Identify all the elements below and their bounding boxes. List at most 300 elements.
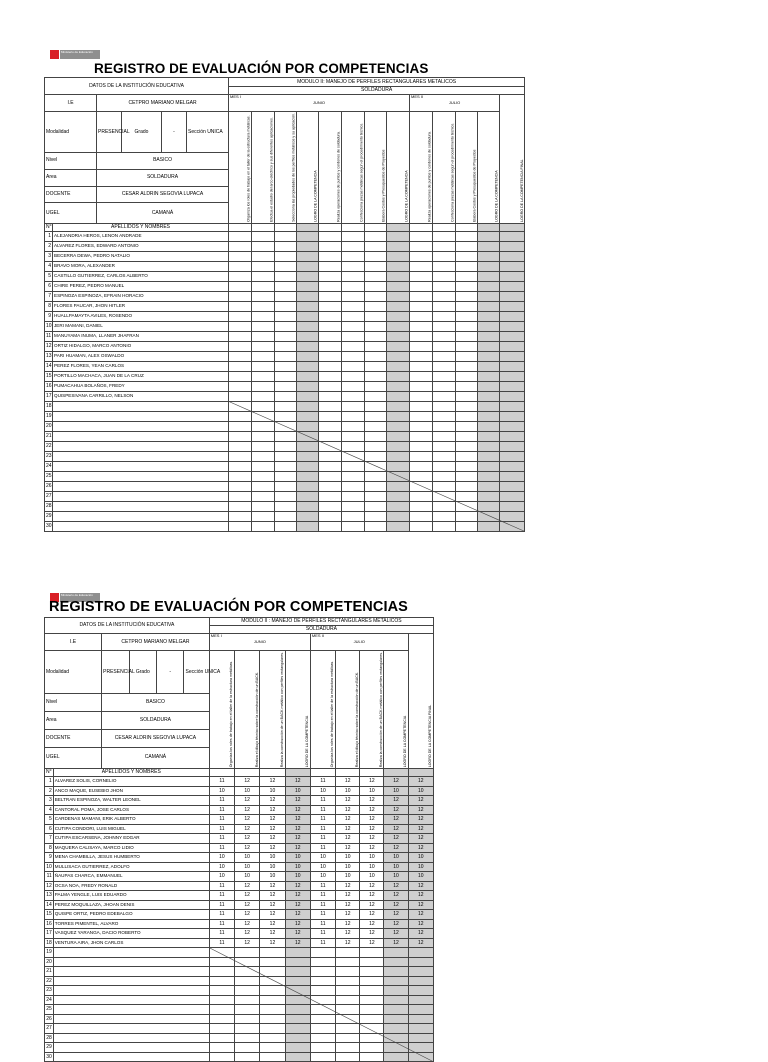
grade-cell xyxy=(387,411,410,421)
grade-cell xyxy=(229,411,252,421)
table-row xyxy=(45,929,434,939)
grade-cell: 12 xyxy=(285,834,310,844)
grade-cell xyxy=(410,351,433,361)
grade-cell xyxy=(456,361,478,371)
module-title: MODULO II: MANEJO DE PERFILES RECTANGULARES METALICOS xyxy=(229,78,525,87)
grade-cell: 12 xyxy=(336,910,360,920)
grade-cell xyxy=(433,271,456,281)
logro-final-header-2: LOGRO DE LA COMPETENCIA FINAL xyxy=(408,634,433,769)
grade-cell xyxy=(342,491,365,501)
grade-cell xyxy=(365,441,387,451)
grade-cell xyxy=(384,986,408,996)
table-row xyxy=(45,291,525,301)
student-name: QUISPESIVANA CARRILLO, NELSON xyxy=(53,391,229,401)
grade-cell: 11 xyxy=(209,843,234,853)
student-name: PARI HUAMAN, ALEX OSWALDO xyxy=(53,351,229,361)
grade-cell xyxy=(319,321,342,331)
grade-cell xyxy=(229,401,252,411)
grade-cell xyxy=(408,995,433,1005)
grade-cell xyxy=(260,1033,285,1043)
grade-cell xyxy=(275,241,297,251)
grade-cell xyxy=(310,986,335,996)
grade-cell: 11 xyxy=(310,919,335,929)
grade-cell xyxy=(310,1043,335,1053)
row-number: 6 xyxy=(45,281,53,291)
grade-cell xyxy=(456,441,478,451)
page-title: REGISTRO DE EVALUACIÓN POR COMPETENCIAS xyxy=(94,61,429,76)
student-name xyxy=(53,481,229,491)
grade-cell xyxy=(478,461,500,471)
grade-cell xyxy=(365,231,387,241)
grade-cell xyxy=(410,491,433,501)
grade-cell xyxy=(387,291,410,301)
grade-cell: 12 xyxy=(408,891,433,901)
row-number: 16 xyxy=(45,919,54,929)
grade-cell: 12 xyxy=(260,900,285,910)
grade-cell xyxy=(456,511,478,521)
student-name: PEREZ MOQUILLAZA, JHOAN DENIS xyxy=(53,900,209,910)
grado-value: - xyxy=(162,112,187,153)
grade-cell xyxy=(365,311,387,321)
grade-cell xyxy=(433,281,456,291)
grade-cell xyxy=(456,301,478,311)
grade-cell xyxy=(478,431,500,441)
grade-cell xyxy=(229,341,252,351)
grade-cell xyxy=(260,986,285,996)
grade-cell xyxy=(387,311,410,321)
grade-cell xyxy=(319,401,342,411)
table-row xyxy=(45,910,434,920)
grade-cell xyxy=(275,231,297,241)
grade-cell xyxy=(229,261,252,271)
modalidad-label: Modalidad xyxy=(45,112,97,153)
student-name: FLORES PAUCAR, JHON HITLER xyxy=(53,301,229,311)
grade-cell xyxy=(384,1024,408,1034)
grade-cell xyxy=(410,381,433,391)
criterion-2-m2-2: Realiza el dibujo técnico sobre la construcción de un BACK. xyxy=(336,651,360,769)
specialty-title: SOLDADURA xyxy=(229,87,525,95)
table-row xyxy=(45,881,434,891)
table-row xyxy=(45,421,525,431)
table-row xyxy=(45,805,434,815)
grade-cell xyxy=(456,261,478,271)
grade-cell xyxy=(209,957,234,967)
table-row xyxy=(45,900,434,910)
student-name: HUALLPAMAYTA AVILES, ROSENDO xyxy=(53,311,229,321)
grade-cell xyxy=(500,261,525,271)
row-number: 7 xyxy=(45,291,53,301)
row-number: 17 xyxy=(45,929,54,939)
grade-cell: 12 xyxy=(384,805,408,815)
grade-cell: 11 xyxy=(209,929,234,939)
grade-cell xyxy=(342,501,365,511)
grade-cell xyxy=(410,451,433,461)
seccion-label-2: Sección xyxy=(185,668,204,675)
row-number: 2 xyxy=(45,786,54,796)
table-row xyxy=(45,521,525,531)
grade-cell xyxy=(319,311,342,321)
grade-cell: 10 xyxy=(310,862,335,872)
grade-cell: 11 xyxy=(310,910,335,920)
grade-cell: 12 xyxy=(408,796,433,806)
grade-cell xyxy=(275,381,297,391)
row-number: 28 xyxy=(45,1033,54,1043)
grade-cell xyxy=(365,301,387,311)
grade-cell xyxy=(500,441,525,451)
student-name xyxy=(53,948,209,958)
grade-cell xyxy=(360,1043,384,1053)
grade-cell xyxy=(387,481,410,491)
row-number: 18 xyxy=(45,938,54,948)
grade-cell xyxy=(342,481,365,491)
student-name: MANUYAMA INUMA, LLANER JHAFRAN xyxy=(53,331,229,341)
grade-cell: 12 xyxy=(260,929,285,939)
grado-label-2: Grado xyxy=(129,651,156,694)
grade-cell xyxy=(229,241,252,251)
student-name: ALEJANDRIA HEROS, LENON ANDRADE xyxy=(53,231,229,241)
grade-cell xyxy=(433,481,456,491)
grado-label: Grado xyxy=(122,112,162,153)
grade-cell xyxy=(209,1052,234,1062)
grade-cell xyxy=(433,361,456,371)
grade-cell xyxy=(410,321,433,331)
row-number: 12 xyxy=(45,341,53,351)
student-name xyxy=(53,491,229,501)
table-row xyxy=(45,261,525,271)
grade-cell xyxy=(229,491,252,501)
grade-cell xyxy=(209,1033,234,1043)
grade-cell xyxy=(384,967,408,977)
grade-cell: 12 xyxy=(336,815,360,825)
grade-cell xyxy=(360,957,384,967)
table-row xyxy=(45,341,525,351)
table-row xyxy=(45,311,525,321)
row-number: 23 xyxy=(45,986,54,996)
grade-cell xyxy=(500,471,525,481)
row-number: 25 xyxy=(45,471,53,481)
student-name: PORTILLO MACHACA, JUAN DE LA CRUZ xyxy=(53,371,229,381)
table-row xyxy=(45,351,525,361)
grade-cell xyxy=(500,401,525,411)
grade-cell xyxy=(500,311,525,321)
grade-cell xyxy=(229,351,252,361)
grade-cell: 12 xyxy=(408,910,433,920)
grade-cell xyxy=(336,1005,360,1015)
grade-cell: 11 xyxy=(310,843,335,853)
student-name: ALVAREZ FLORES, EDWARD ANTONIO xyxy=(53,241,229,251)
grade-cell: 12 xyxy=(384,796,408,806)
student-name xyxy=(53,957,209,967)
grade-cell xyxy=(342,351,365,361)
grade-cell xyxy=(252,461,275,471)
row-number: 27 xyxy=(45,491,53,501)
student-name xyxy=(53,421,229,431)
grade-cell: 11 xyxy=(310,881,335,891)
grade-cell: 12 xyxy=(360,834,384,844)
grade-cell xyxy=(297,341,319,351)
grade-cell xyxy=(229,371,252,381)
grade-cell: 10 xyxy=(260,862,285,872)
grade-cell xyxy=(360,1005,384,1015)
grade-cell xyxy=(456,271,478,281)
table-row xyxy=(45,1052,434,1062)
grade-cell xyxy=(387,241,410,251)
grade-cell xyxy=(235,957,260,967)
grade-cell xyxy=(336,1043,360,1053)
logro-competencia-m1a: LOGRO DE LA COMPETENCIA xyxy=(297,112,319,224)
table-row xyxy=(45,501,525,511)
grade-cell xyxy=(410,281,433,291)
grade-cell xyxy=(252,301,275,311)
grade-cell xyxy=(387,251,410,261)
ugel-label-2: UGEL xyxy=(45,747,102,769)
grade-cell xyxy=(285,948,310,958)
grade-cell: 12 xyxy=(360,843,384,853)
table-row xyxy=(45,361,525,371)
grade-cell xyxy=(297,471,319,481)
grade-cell: 12 xyxy=(235,824,260,834)
student-name xyxy=(53,995,209,1005)
grade-cell xyxy=(252,261,275,271)
grade-cell xyxy=(297,331,319,341)
grade-cell xyxy=(342,361,365,371)
row-number: 16 xyxy=(45,381,53,391)
grade-cell: 12 xyxy=(285,881,310,891)
table-row xyxy=(45,948,434,958)
ministry-logo-text: Ministerio de Educación xyxy=(60,50,100,59)
grade-cell: 12 xyxy=(360,796,384,806)
grade-cell xyxy=(365,461,387,471)
grade-cell xyxy=(319,471,342,481)
grade-cell xyxy=(297,241,319,251)
grade-cell xyxy=(342,411,365,421)
row-number: 23 xyxy=(45,451,53,461)
grade-cell xyxy=(456,481,478,491)
table-row xyxy=(45,976,434,986)
grade-cell xyxy=(360,1014,384,1024)
grade-cell: 12 xyxy=(336,796,360,806)
student-name xyxy=(53,431,229,441)
grade-cell xyxy=(285,1005,310,1015)
grade-cell xyxy=(229,271,252,281)
area-value: SOLDADURA xyxy=(97,169,229,186)
table-row xyxy=(45,919,434,929)
grade-cell xyxy=(209,1005,234,1015)
row-number: 8 xyxy=(45,843,54,853)
grade-cell xyxy=(410,401,433,411)
grade-cell: 10 xyxy=(285,786,310,796)
grade-cell xyxy=(336,1033,360,1043)
grade-cell: 12 xyxy=(408,824,433,834)
grade-cell xyxy=(478,481,500,491)
grade-cell: 10 xyxy=(360,786,384,796)
grade-cell: 11 xyxy=(209,777,234,787)
student-name xyxy=(53,401,229,411)
grade-cell xyxy=(478,361,500,371)
grade-cell xyxy=(209,948,234,958)
logro-competencia-2-m2: LOGRO DE LA COMPETENCIA xyxy=(384,651,408,769)
logro-final-header: LOGRO DE LA COMPETENCIA FINAL xyxy=(500,95,525,224)
grade-cell xyxy=(209,995,234,1005)
grade-cell xyxy=(365,411,387,421)
modalidad-value-2: PRESENCIAL xyxy=(102,651,129,694)
grade-cell xyxy=(229,361,252,371)
grade-cell xyxy=(456,331,478,341)
grade-cell xyxy=(360,995,384,1005)
grade-cell xyxy=(478,421,500,431)
grade-cell: 12 xyxy=(408,805,433,815)
grade-cell xyxy=(336,986,360,996)
grade-cell xyxy=(310,1024,335,1034)
table-row xyxy=(45,391,525,401)
grade-cell xyxy=(229,481,252,491)
grade-cell xyxy=(229,451,252,461)
student-name: CARDENAS MAMANI, ERIK ALBERTO xyxy=(53,815,209,825)
grade-cell xyxy=(456,291,478,301)
row-number: 30 xyxy=(45,521,53,531)
grade-cell xyxy=(342,471,365,481)
grade-cell xyxy=(297,421,319,431)
grade-cell: 10 xyxy=(260,872,285,882)
grade-cell: 12 xyxy=(336,891,360,901)
grade-cell: 11 xyxy=(310,796,335,806)
mes-2-label-2: MES II xyxy=(311,633,324,638)
grade-cell xyxy=(410,231,433,241)
ie-value: CETPRO MARIANO MELGAR xyxy=(97,95,229,112)
grade-cell xyxy=(500,451,525,461)
table-row xyxy=(45,815,434,825)
grade-cell xyxy=(387,511,410,521)
grade-cell xyxy=(252,361,275,371)
grade-cell: 12 xyxy=(336,824,360,834)
grade-cell xyxy=(342,341,365,351)
grade-cell xyxy=(209,1014,234,1024)
grade-cell xyxy=(235,976,260,986)
grade-cell xyxy=(336,967,360,977)
grade-cell xyxy=(252,401,275,411)
mes-2-label: MES II xyxy=(411,94,424,99)
seccion-cell xyxy=(187,112,229,153)
grade-cell xyxy=(500,481,525,491)
grade-cell: 12 xyxy=(408,919,433,929)
grade-cell xyxy=(365,511,387,521)
grade-cell xyxy=(433,401,456,411)
grade-cell xyxy=(500,411,525,421)
student-name: ÑAUPAS CHARCA, EMMANUEL xyxy=(53,872,209,882)
ugel-label: UGEL xyxy=(45,203,97,224)
grade-cell: 12 xyxy=(336,881,360,891)
grade-cell xyxy=(310,1005,335,1015)
row-number: 21 xyxy=(45,431,53,441)
grade-cell: 11 xyxy=(310,929,335,939)
grade-cell: 10 xyxy=(336,872,360,882)
student-name xyxy=(53,1033,209,1043)
grade-cell xyxy=(478,311,500,321)
grade-cell: 10 xyxy=(384,853,408,863)
grade-cell xyxy=(456,281,478,291)
grade-cell xyxy=(410,521,433,531)
grade-cell xyxy=(365,251,387,261)
grade-cell xyxy=(500,421,525,431)
grade-cell xyxy=(209,986,234,996)
grade-cell: 10 xyxy=(209,786,234,796)
area-label: Area xyxy=(45,169,97,186)
grade-cell xyxy=(433,331,456,341)
grade-cell: 12 xyxy=(360,824,384,834)
row-number: 14 xyxy=(45,900,54,910)
grade-cell: 12 xyxy=(360,777,384,787)
grade-cell xyxy=(229,521,252,531)
grade-cell xyxy=(387,301,410,311)
grade-cell: 10 xyxy=(285,872,310,882)
grade-cell: 11 xyxy=(310,805,335,815)
grade-cell xyxy=(285,1052,310,1062)
grade-cell xyxy=(387,391,410,401)
grade-cell xyxy=(342,301,365,311)
row-number: 13 xyxy=(45,891,54,901)
grade-cell xyxy=(478,511,500,521)
table-row xyxy=(45,1033,434,1043)
grade-cell xyxy=(342,291,365,301)
grade-cell xyxy=(319,441,342,451)
row-number: 13 xyxy=(45,351,53,361)
grade-cell xyxy=(408,1052,433,1062)
grade-cell xyxy=(433,351,456,361)
table-row xyxy=(45,824,434,834)
grade-cell xyxy=(478,261,500,271)
row-number: 17 xyxy=(45,391,53,401)
table-row xyxy=(45,321,525,331)
grade-cell xyxy=(319,331,342,341)
grade-cell: 12 xyxy=(235,919,260,929)
grade-cell: 10 xyxy=(209,862,234,872)
grade-cell xyxy=(500,301,525,311)
seccion-value-2: UNICA xyxy=(204,668,221,675)
grade-cell xyxy=(297,401,319,411)
grade-cell xyxy=(319,511,342,521)
grade-cell xyxy=(433,321,456,331)
grade-cell xyxy=(297,291,319,301)
ministry-logo-text: Ministerio de Educación xyxy=(60,593,100,602)
table-row xyxy=(45,1024,434,1034)
grade-cell xyxy=(319,271,342,281)
month-2-name-2: JULIO xyxy=(353,639,365,644)
row-number: 1 xyxy=(45,231,53,241)
grade-cell: 12 xyxy=(235,881,260,891)
grade-cell xyxy=(360,967,384,977)
grade-cell xyxy=(275,451,297,461)
peru-flag-icon xyxy=(50,50,59,59)
ugel-value-2: CAMANÁ xyxy=(102,747,210,769)
student-name xyxy=(53,976,209,986)
criterion-m1-6: Elabora Costos y Presupuestos de Proyectos xyxy=(365,112,387,224)
table-row xyxy=(45,411,525,421)
grade-cell xyxy=(260,976,285,986)
criterion-m1-4: Realiza operaciones de puntos y cordones de soldadura. xyxy=(319,112,342,224)
grade-cell xyxy=(478,251,500,261)
grade-cell: 12 xyxy=(360,919,384,929)
student-name: MULLISACA GUTIERREZ, ADOLFO xyxy=(53,862,209,872)
grade-cell xyxy=(433,501,456,511)
grade-cell: 10 xyxy=(310,786,335,796)
grade-cell xyxy=(285,967,310,977)
grade-cell xyxy=(336,995,360,1005)
grade-cell: 12 xyxy=(235,900,260,910)
student-name: ANCO MAQUE, EUSEBIO JHON xyxy=(53,786,209,796)
grade-cell xyxy=(342,231,365,241)
grade-cell xyxy=(456,241,478,251)
student-name xyxy=(53,511,229,521)
